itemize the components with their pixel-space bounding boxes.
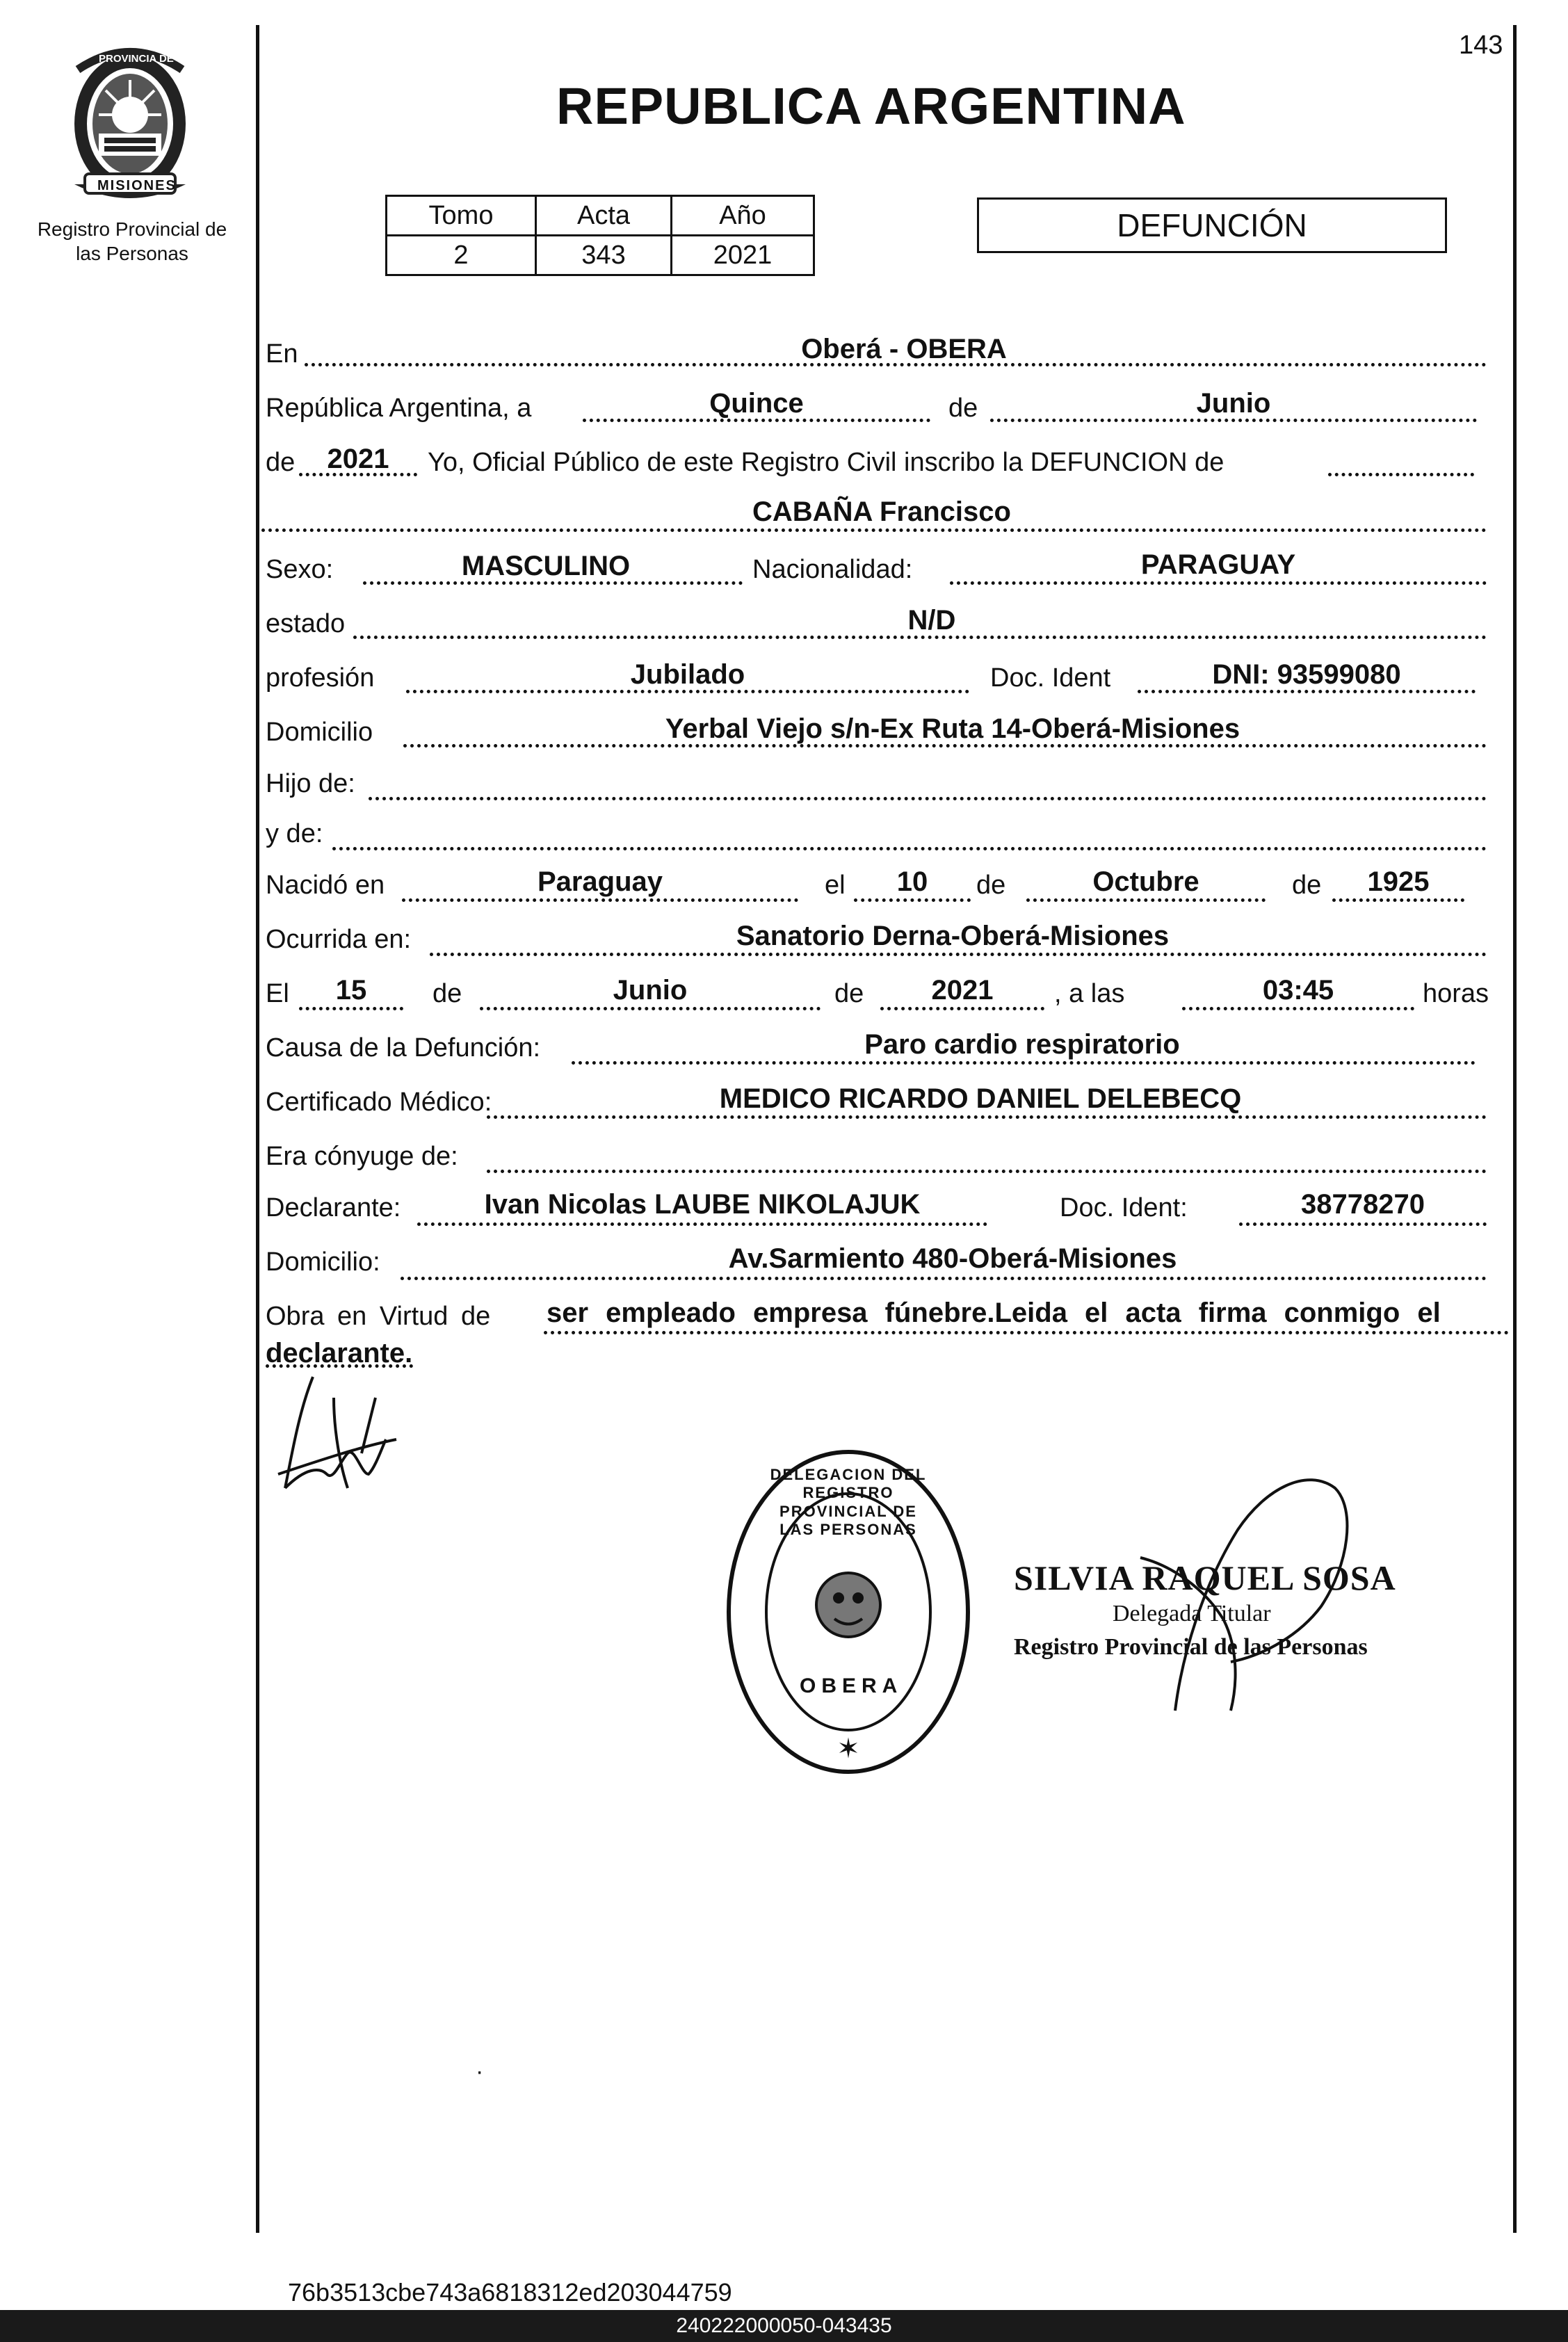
stray-mark: · [476,2058,484,2085]
label-doc-ident-declarante: Doc. Ident: [1060,1193,1188,1222]
record-table [385,195,815,276]
value-dia-palabra: Quince [709,388,804,419]
value-certificado: MEDICO RICARDO DANIEL DELEBECQ [719,1083,1242,1114]
table-value-tomo: 2 [387,236,536,275]
label-de-def-anio: de [834,979,864,1008]
line-mes [990,419,1477,422]
registry-label: Registro Provincial de las Personas [37,218,227,264]
value-mes: Junio [1196,388,1271,419]
line-certificado [487,1115,1487,1119]
value-estado: N/D [907,605,956,636]
line-def-mes [480,1007,821,1010]
label-de-def-mes: de [433,979,462,1008]
label-declarante: Declarante: [266,1193,401,1222]
value-causa: Paro cardio respiratorio [864,1029,1180,1060]
label-domicilio: Domicilio [266,718,373,747]
line-obra-cont [266,1364,413,1368]
line-declarante [417,1222,987,1226]
label-causa: Causa de la Defunción: [266,1033,541,1063]
line-profesion [406,690,969,693]
value-nombre: CABAÑA Francisco [752,496,1011,527]
value-lugar: Oberá - OBERA [801,334,1007,364]
value-domicilio: Yerbal Viejo s/n-Ex Ruta 14-Oberá-Misiones [665,713,1240,744]
page-number: 143 [1459,31,1503,60]
value-declarante-domicilio: Av.Sarmiento 480-Oberá-Misiones [728,1243,1177,1274]
line-y-de [332,847,1487,850]
value-profesion: Jubilado [630,659,745,690]
label-estado: estado [266,609,346,638]
line-nombre [261,528,1487,532]
label-domicilio-declarante: Domicilio: [266,1247,380,1277]
label-sexo: Sexo: [266,555,334,584]
label-obra: Obra en Virtud de [266,1302,491,1331]
official-stamp [723,1445,973,1779]
line-obra [544,1331,1509,1334]
barcode-text: 240222000050-043435 [676,2314,892,2337]
label-y-de: y de: [266,819,323,848]
line-dia [583,419,930,422]
line-nac-anio [1332,898,1464,902]
label-hijo-de: Hijo de: [266,769,355,798]
label-de-nac-anio: de [1292,871,1322,900]
crest-text-bottom: MISIONES [97,178,177,193]
doc-type-box [977,197,1447,253]
label-nacionalidad: Nacionalidad: [752,555,913,584]
line-estado [353,636,1487,639]
value-def-dia: 15 [335,975,367,1006]
label-el: el [825,871,846,900]
label-de-nac-mes: de [976,871,1006,900]
label-yo-oficial: Yo, Oficial Público de este Registro Civil inscribo la DEFUNCION de [428,448,1225,477]
value-obra-cont: declarante. [266,1338,413,1368]
label-de-mes: de [948,394,978,423]
line-declarante-domicilio [401,1277,1487,1280]
right-border-line [1513,25,1517,2233]
page-title: REPUBLICA ARGENTINA [556,77,1186,135]
table-header-anio: Año [672,196,814,236]
label-en: En [266,339,298,369]
table-header-tomo: Tomo [387,196,536,236]
value-nac-dia: 10 [896,866,928,897]
value-declarante-doc: 38778270 [1301,1189,1425,1220]
label-nacido-en: Nacidó en [266,871,385,900]
line-conyuge [487,1170,1487,1173]
value-anio: 2021 [327,444,389,474]
svg-text:✶: ✶ [836,1734,860,1764]
official-signature [1099,1446,1391,1725]
value-sexo: MASCULINO [461,551,631,581]
value-hora: 03:45 [1262,975,1334,1006]
stamp-center-text: OBERA [800,1674,903,1697]
line-domicilio [403,744,1487,748]
line-declarante-doc [1239,1222,1487,1226]
label-certificado: Certificado Médico: [266,1088,492,1117]
line-def-dia [299,1007,403,1010]
value-declarante: Ivan Nicolas LAUBE NIKOLAJUK [484,1189,921,1220]
value-nacionalidad: PARAGUAY [1140,549,1296,580]
footer-bar [0,2310,1568,2342]
label-ocurrida-en: Ocurrida en: [266,925,412,954]
label-el-cap: El [266,979,289,1008]
line-hijo-de [369,797,1487,800]
value-def-anio: 2021 [931,975,994,1006]
official-name: SILVIA RAQUEL SOSA [1014,1558,1396,1597]
line-ocurrida-en [430,953,1487,956]
left-border-line [256,25,259,2233]
line-nacido-en [402,898,798,902]
label-doc-ident: Doc. Ident [990,663,1111,693]
value-dni: DNI: 93599080 [1212,659,1401,690]
line-hora [1182,1007,1414,1010]
table-value-anio: 2021 [672,236,814,275]
doc-type: DEFUNCIÓN [1117,207,1307,243]
table-header-acta: Acta [536,196,672,236]
label-a-las: , a las [1054,979,1125,1008]
declarant-signature [264,1370,403,1509]
label-republica: República Argentina, a [266,394,532,423]
value-nac-mes: Octubre [1092,866,1199,897]
stamp-ring-text: DELEGACION DEL REGISTRO PROVINCIAL DE LAS PERSONAS [770,1466,927,1539]
label-profesion: profesión [266,663,375,693]
line-dni [1138,690,1476,693]
value-nac-anio: 1925 [1367,866,1430,897]
table-value-acta: 343 [536,236,672,275]
label-conyuge: Era cónyuge de: [266,1142,458,1171]
line-yo-tail [1328,473,1474,476]
official-role: Delegada Titular [1113,1601,1271,1626]
line-def-anio [880,1007,1044,1010]
line-causa [572,1061,1476,1065]
value-nacido-en: Paraguay [537,866,663,897]
document-hash: 76b3513cbe743a6818312ed203044759 [288,2278,732,2307]
line-nac-mes [1026,898,1266,902]
value-obra: ser empleado empresa fúnebre.Leida el acta firma conmigo el [547,1298,1441,1328]
line-nac-dia [854,898,971,902]
line-sexo [363,581,743,585]
official-org: Registro Provincial de las Personas [1014,1634,1368,1660]
value-ocurrida-en: Sanatorio Derna-Oberá-Misiones [736,921,1170,951]
crest-text-top: PROVINCIA DE [99,53,174,65]
label-de-anio: de [266,448,296,477]
value-def-mes: Junio [613,975,688,1006]
label-horas: horas [1423,979,1489,1008]
line-nacionalidad [950,581,1487,585]
provincial-crest [64,42,196,202]
